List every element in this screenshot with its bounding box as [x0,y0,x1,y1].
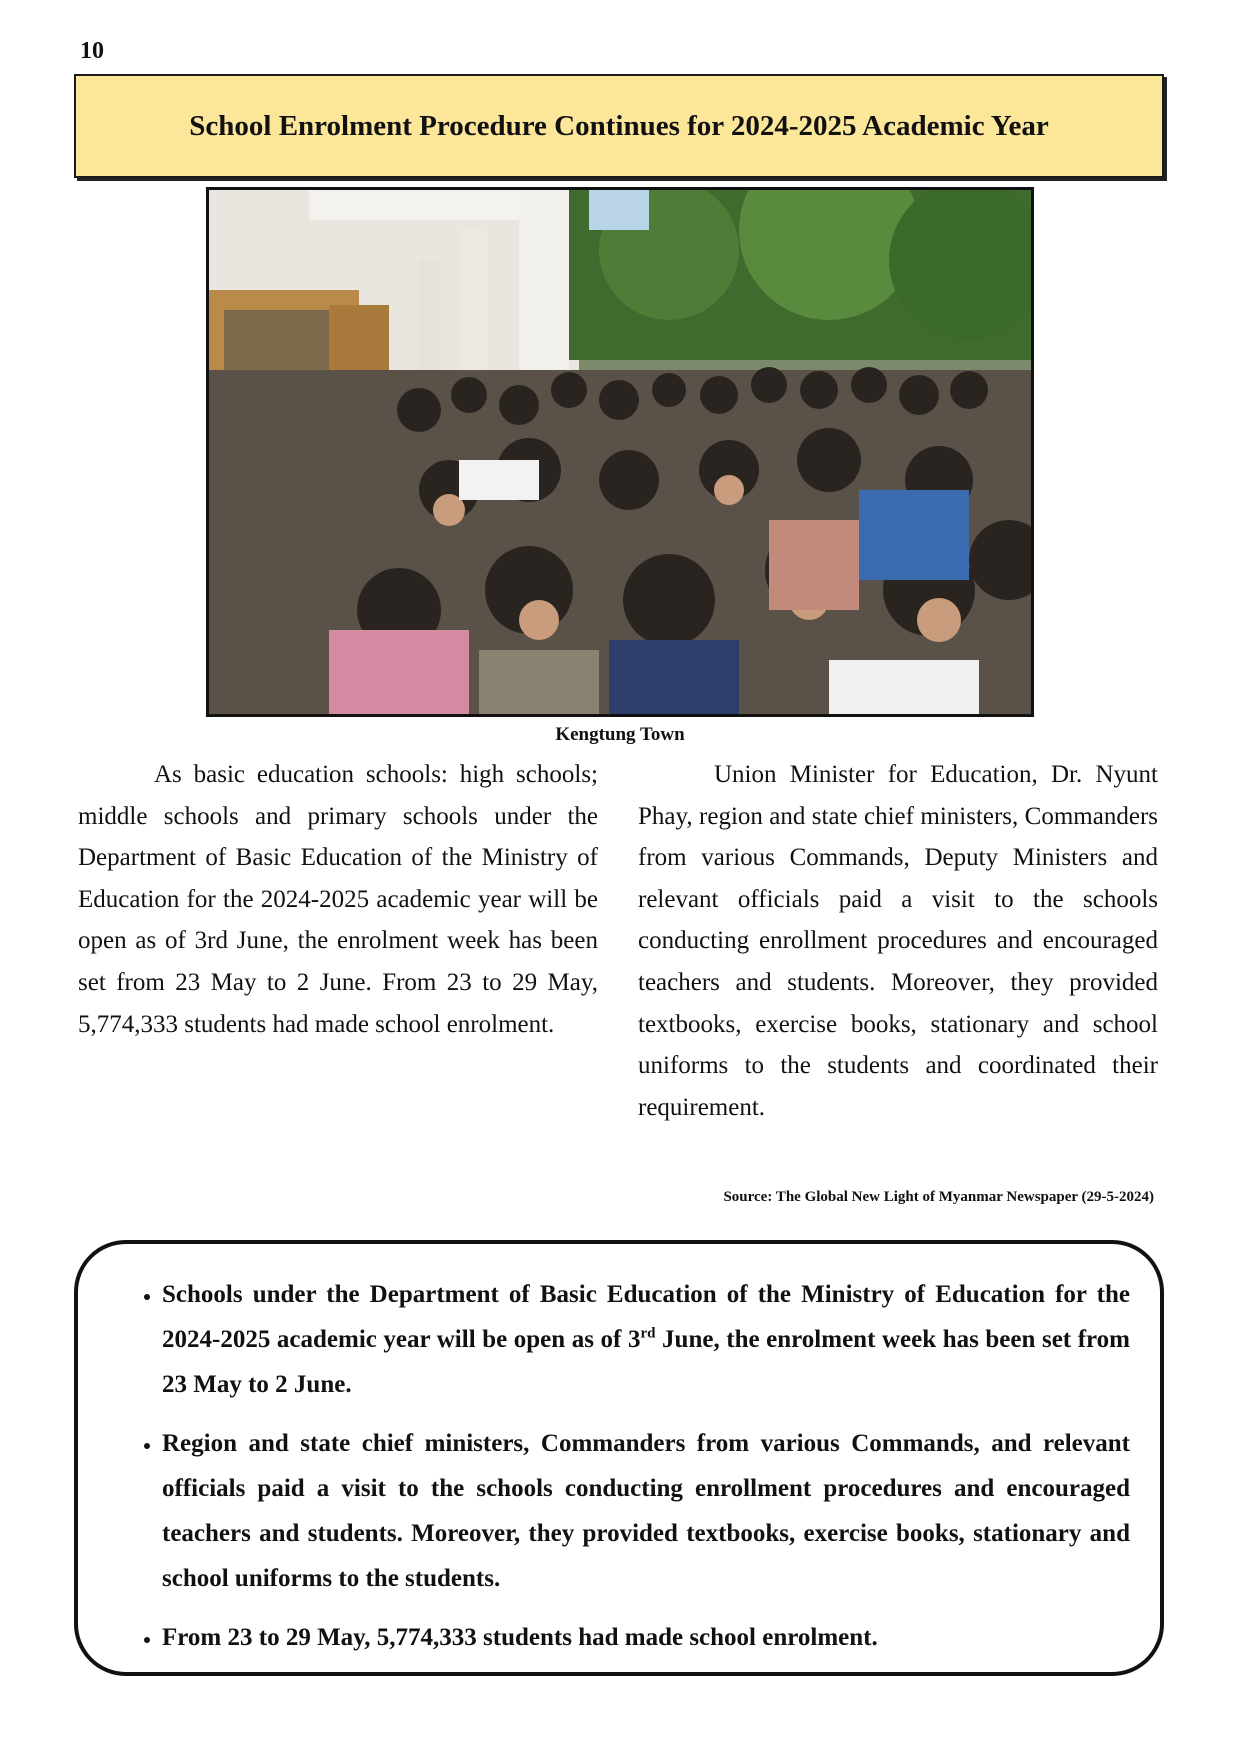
ordinal-suffix: rd [640,1325,656,1342]
title-banner [74,74,1164,178]
summary-item-schedule [162,1272,1130,1407]
summary-item-schedule-text-a: Schools under the Department of Basic Education of the Ministry of Education for the 2024-2025 academic year will be open as of 3 [162,1281,1130,1353]
source-citation: Source: The Global New Light of Myanmar Newspaper (29-5-2024) [723,1189,1154,1205]
summary-item-schedule-text-b: June, the enrolment week has been set from 23 May to 2 June. [162,1326,1130,1398]
photo-illustration [209,190,1031,714]
summary-box [74,1240,1164,1676]
enrolment-crowd-photo [206,187,1034,717]
article-column-left [78,754,598,1045]
summary-item-enrolment-count: • From 23 to 29 May, 5,774,333 students had made school enrolment. [162,1615,1130,1660]
photo-caption: Kengtung Town [555,724,685,745]
summary-item-visits: • Region and state chief ministers, Commanders from various Commands, and relevant officials paid a visit to the schools conducting enrollment procedures and encouraged teachers and students. Moreover, they provided textbooks, exercise books, stationary and school uniforms to the students. [162,1421,1130,1601]
summary-list [130,1272,1130,1660]
article-paragraph-right: Union Minister for Education, Dr. Nyunt Phay, region and state chief ministers, Commanders from various Commands, Deputy Ministers and relevant officials paid a visit to the schools conducting enrollment procedures and encouraged teachers and students. Moreover, they provided textbooks, exercise books, stationary and school uniforms to the students and coordinated their requirement. [638,761,1158,1121]
page-title: School Enrolment Procedure Continues for 2024-2025 Academic Year [189,109,1049,142]
page-number: 10 [80,38,104,64]
article-paragraph-left: As basic education schools: high schools; middle schools and primary schools under the Department of Basic Education of the Ministry of Education for the 2024-2025 academic year will be open as of 3rd June, the enrolment week has been set from 23 May to 2 June. From 23 to 29 May, 5,774,333 students had made school enrolment. [78,761,598,1038]
article-column-right [638,754,1158,1128]
